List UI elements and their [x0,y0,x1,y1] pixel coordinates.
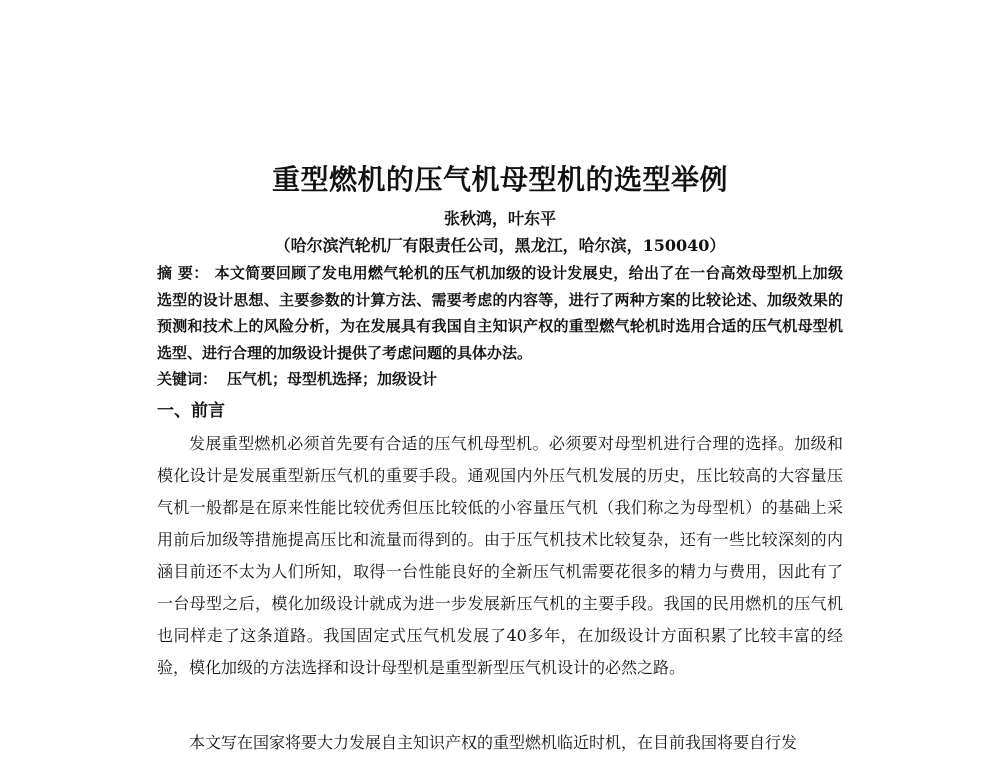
abstract-text: 本文简要回顾了发电用燃气轮机的压气机加级的设计发展史，给出了在一台高效母型机上加级选型的设计思想、主要参数的计算方法、需要考虑的内容等，进行了两种方案的比较论述、加级效果的预测和技术上的风险分析，为在发展具有我国自主知识产权的重型燃气轮机时选用合适的压气机母型机选型、进行合理的加级设计提供了考虑问题的具体办法。 [157,264,843,362]
paper-authors: 张秋鸿，叶东平 [443,209,556,228]
keywords-text: 压气机；母型机选择；加级设计 [227,370,438,388]
body-paragraph-1: 发展重型燃机必须首先要有合适的压气机母型机。必须要对母型机进行合理的选择。加级和模化设计是发展重型新压气机的重要手段。通观国内外压气机发展的历史，压比较高的大容量压气机一般都是在原来性能比较优秀但压比较低的小容量压气机（我们称之为母型机）的基础上采用前后加级等措施提高压比和流量而得到的。由于压气机技术比较复杂，还有一些比较深刻的内涵目前还不太为人们所知，取得一台性能良好的全新压气机需要花很多的精力与费用，因此有了一台母型之后，模化加级设计就成为进一步发展新压气机的主要手段。我国的民用燃机的压气机也同样走了这条道路。我国固定式压气机发展了40多年，在加级设计方面积累了比较丰富的经验，模化加级的方法选择和设计母型机是重型新型压气机设计的必然之路。 [157,434,843,677]
keywords-block [157,367,843,391]
abstract-label: 摘 要： [157,264,209,282]
section-heading-introduction: 一、前言 [157,401,225,421]
body-paragraph-2: 本文写在国家将要大力发展自主知识产权的重型燃机临近时机，在目前我国将要自行发 [189,733,798,752]
paper-title: 重型燃机的压气机母型机的选型举例 [271,163,728,196]
keywords-label: 关键词： [157,370,218,388]
paper-affiliation: （哈尔滨汽轮机厂有限责任公司，黑龙江，哈尔滨，150040） [274,236,726,255]
abstract-block [157,260,843,366]
